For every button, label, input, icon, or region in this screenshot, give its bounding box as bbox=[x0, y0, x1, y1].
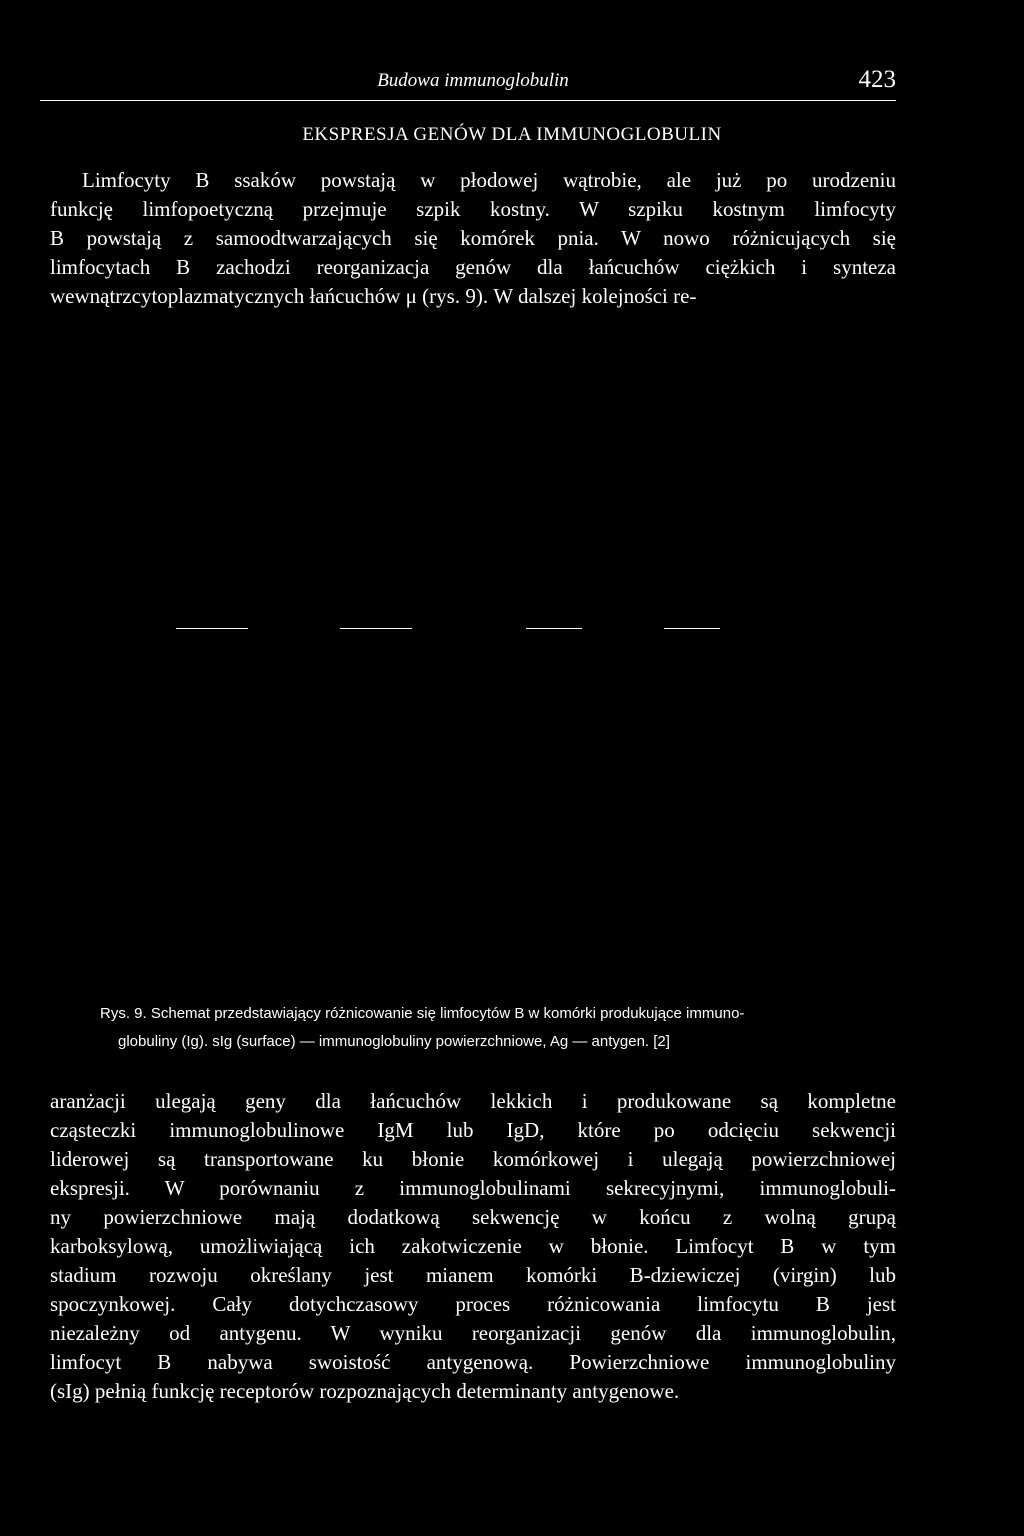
paragraph-line: spoczynkowej. Cały dotychczasowy proces różnicowania limfocytu B jest bbox=[50, 1292, 896, 1316]
page-number: 423 bbox=[858, 66, 896, 93]
figure-9 bbox=[50, 340, 896, 980]
paragraph-1 bbox=[50, 166, 896, 311]
caption-line: Rys. 9. Schemat przedstawiający różnicowanie się limfocytów B w komórki produkujące immuno- bbox=[100, 1005, 745, 1022]
figure-dash bbox=[664, 628, 720, 629]
paragraph-line: Limfocyty B ssaków powstają w płodowej wątrobie, ale już po urodzeniu bbox=[82, 168, 896, 192]
caption-line: globuliny (Ig). sIg (surface) — immunoglobuliny powierzchniowe, Ag — antygen. [2] bbox=[118, 1033, 670, 1050]
paragraph-line: karboksylową, umożliwiającą ich zakotwiczenie w błonie. Limfocyt B w tym bbox=[50, 1234, 896, 1258]
paragraph-line: liderowej są transportowane ku błonie komórkowej i ulegają powierzchniowej bbox=[50, 1147, 896, 1171]
running-head bbox=[50, 64, 896, 98]
paragraph-line: wewnątrzcytoplazmatycznych łańcuchów μ (rys. 9). W dalszej kolejności re- bbox=[50, 284, 697, 308]
paragraph-line: niezależny od antygenu. W wyniku reorganizacji genów dla immunoglobulin, bbox=[50, 1321, 896, 1345]
paragraph-line: (sIg) pełnią funkcję receptorów rozpoznających determinanty antygenowe. bbox=[50, 1379, 680, 1403]
paragraph-line: limfocyt B nabywa swoistość antygenową. Powierzchniowe immunoglobuliny bbox=[50, 1350, 896, 1374]
paragraph-line: ekspresji. W porównaniu z immunoglobulinami sekrecyjnymi, immunoglobuli- bbox=[50, 1176, 896, 1200]
paragraph-line: ny powierzchniowe mają dodatkową sekwencję w końcu z wolną grupą bbox=[50, 1205, 896, 1229]
paragraph-line: limfocytach B zachodzi reorganizacja genów dla łańcuchów ciężkich i synteza bbox=[50, 255, 896, 279]
paragraph-line: funkcję limfopoetyczną przejmuje szpik kostny. W szpiku kostnym limfocyty bbox=[50, 197, 896, 221]
figure-dash bbox=[340, 628, 412, 629]
figure-caption bbox=[100, 1000, 896, 1056]
paragraph-line: stadium rozwoju określany jest mianem komórki B-dziewiczej (virgin) lub bbox=[50, 1263, 896, 1287]
running-title: Budowa immunoglobulin bbox=[377, 70, 569, 91]
paragraph-line: B powstają z samoodtwarzających się komórek pnia. W nowo różnicujących się bbox=[50, 226, 896, 250]
header-rule bbox=[40, 100, 896, 101]
paragraph-2 bbox=[50, 1087, 896, 1406]
paragraph-line: cząsteczki immunoglobulinowe IgM lub IgD, które po odcięciu sekwencji bbox=[50, 1118, 896, 1142]
figure-dash bbox=[176, 628, 248, 629]
figure-dash bbox=[526, 628, 582, 629]
section-heading: EKSPRESJA GENÓW DLA IMMUNOGLOBULIN bbox=[302, 124, 722, 145]
paragraph-line: aranżacji ulegają geny dla łańcuchów lekkich i produkowane są kompletne bbox=[50, 1089, 896, 1113]
